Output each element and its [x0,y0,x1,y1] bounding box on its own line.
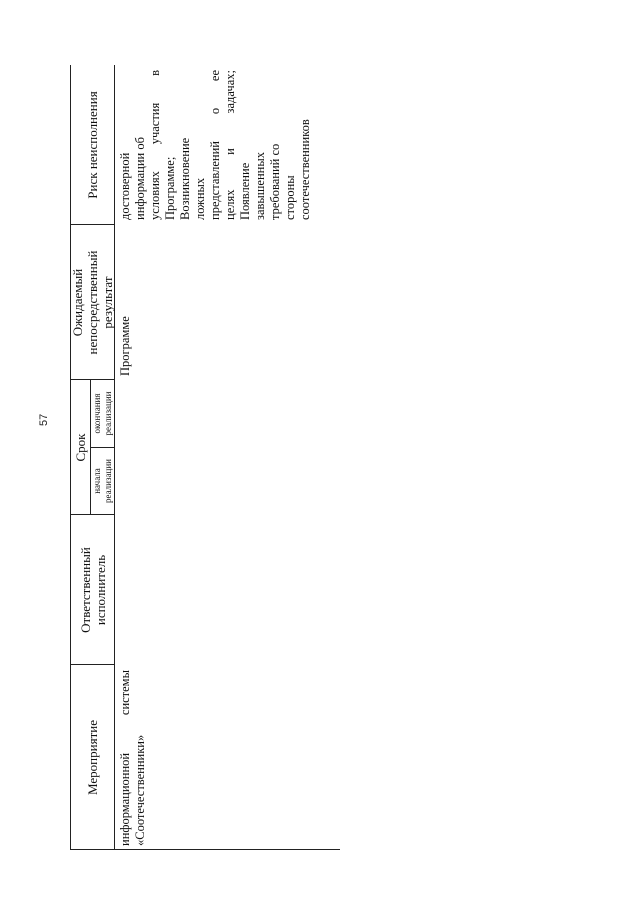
cell-risk [118,70,313,220]
risk-line: информации об [133,137,147,220]
risk-line: представлений о ее [208,70,222,220]
risk-line: целях и задачах; [223,70,237,220]
risk-line: соотечественников [298,119,312,220]
measure-line: информационной системы [118,670,132,846]
risk-line: Возникновение [178,137,192,220]
header-result: Ожидаемый непосредственный результат [70,250,115,355]
header-measure: Мероприятие [85,720,100,795]
measure-line: «Соотечественники» [133,734,147,846]
header-executor: Ответственный исполнитель [77,547,108,633]
header-term: Срок [72,433,88,462]
risk-line: достоверной [118,152,132,220]
header-term-end: окончания реализации [91,391,113,436]
risk-line: требований со [268,143,282,220]
risk-line: условиях участия в [148,70,162,220]
header-term-start: начала реализации [91,459,113,503]
risk-line: ложных [193,177,207,220]
cell-result: Программе [118,316,132,376]
risk-line: стороны [283,175,297,220]
page-number: 57 [38,413,50,426]
risk-line: Программе; [163,156,177,220]
header-risk: Риск неисполнения [85,91,100,199]
cell-measure [118,670,148,846]
risk-line: завышенных [253,152,267,220]
rotated-table [70,65,340,850]
risk-line: Появление [238,162,252,220]
